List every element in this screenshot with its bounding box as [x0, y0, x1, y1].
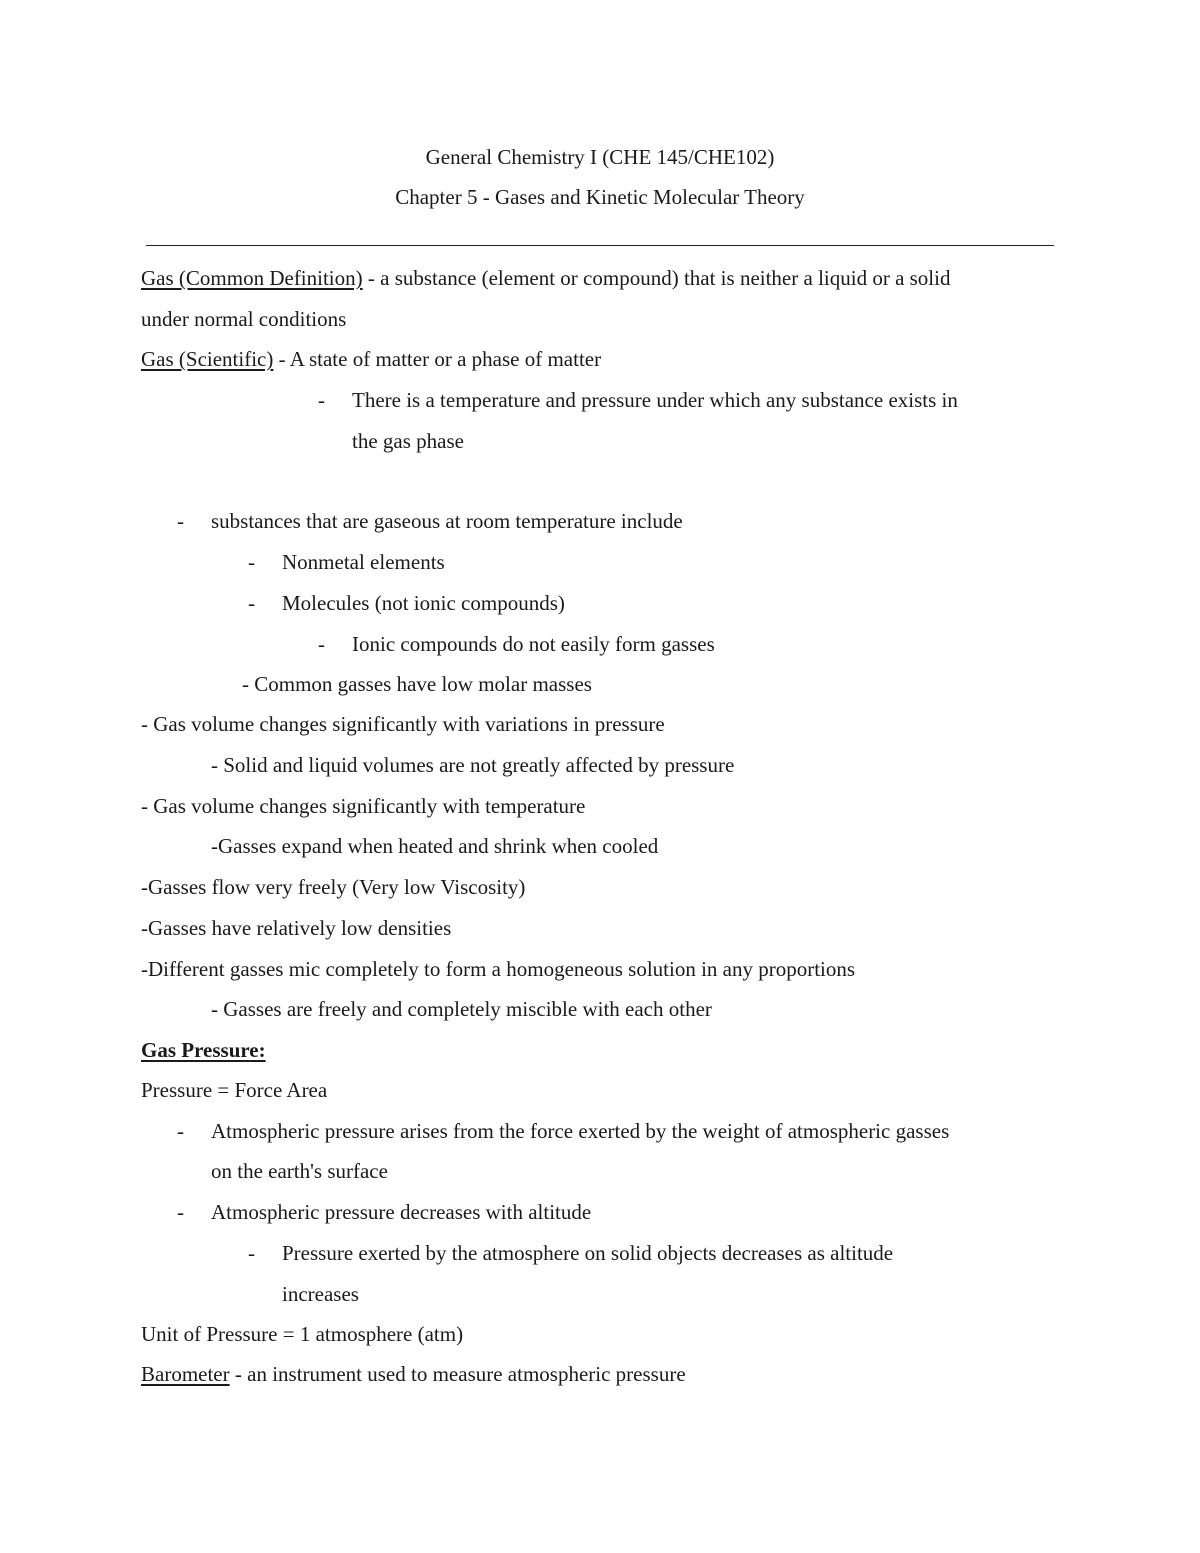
volume-temperature-item: - Gas volume changes significantly with temperature: [141, 794, 586, 818]
substances-intro: substances that are gaseous at room temperature include: [211, 509, 683, 533]
gas-scientific-bullet: There is a temperature and pressure under which any substance exists in: [352, 388, 958, 412]
barometer-definition: [141, 1361, 686, 1387]
gas-scientific-term: Gas (Scientific): [141, 347, 274, 371]
altitude-item: Atmospheric pressure decreases with altitude: [211, 1200, 592, 1224]
bullet-dash: -: [318, 632, 325, 656]
pressure-exerted-item-cont: increases: [282, 1282, 359, 1306]
atmospheric-pressure-item-cont: on the earth's surface: [211, 1159, 388, 1183]
ionic-compounds-item: Ionic compounds do not easily form gasses: [352, 632, 715, 656]
horizontal-rule: [146, 245, 1054, 246]
bullet-dash: -: [248, 550, 255, 574]
barometer-term: Barometer: [141, 1362, 230, 1386]
volume-pressure-item: - Gas volume changes significantly with variations in pressure: [141, 712, 665, 736]
mixing-item: -Different gasses mic completely to form a homogeneous solution in any proportions: [141, 957, 856, 981]
gas-scientific-definition: [141, 346, 601, 372]
bullet-dash: -: [318, 388, 325, 412]
unit-of-pressure: Unit of Pressure = 1 atmosphere (atm): [141, 1322, 464, 1346]
solid-liquid-item: - Solid and liquid volumes are not greatly affected by pressure: [211, 753, 735, 777]
bullet-dash: -: [248, 1241, 255, 1265]
gas-common-term: Gas (Common Definition): [141, 266, 363, 290]
nonmetal-elements: Nonmetal elements: [282, 550, 445, 574]
miscible-item: - Gasses are freely and completely miscible with each other: [211, 997, 712, 1021]
gas-pressure-heading: Gas Pressure:: [141, 1038, 266, 1062]
gas-common-def: - a substance (element or compound) that is neither a liquid or a solid: [362, 266, 951, 290]
density-item: -Gasses have relatively low densities: [141, 916, 452, 940]
gas-common-def-cont: under normal conditions: [141, 307, 347, 331]
gas-scientific-bullet-cont: the gas phase: [352, 429, 464, 453]
chapter-title: Chapter 5 - Gases and Kinetic Molecular Theory: [395, 185, 805, 209]
pressure-exerted-item: Pressure exerted by the atmosphere on solid objects decreases as altitude: [282, 1241, 894, 1265]
bullet-dash: -: [177, 1119, 184, 1143]
expand-shrink-item: -Gasses expand when heated and shrink when cooled: [211, 834, 659, 858]
molecules-item: Molecules (not ionic compounds): [282, 591, 565, 615]
gas-common-definition: [141, 265, 950, 291]
bullet-dash: -: [177, 1200, 184, 1224]
barometer-def: - an instrument used to measure atmospheric pressure: [229, 1362, 686, 1386]
bullet-dash: -: [177, 509, 184, 533]
gas-scientific-def: - A state of matter or a phase of matter: [273, 347, 602, 371]
molar-masses-item: - Common gasses have low molar masses: [242, 672, 592, 696]
bullet-dash: -: [248, 591, 255, 615]
viscosity-item: -Gasses flow very freely (Very low Viscosity): [141, 875, 526, 899]
pressure-formula: Pressure = Force Area: [141, 1078, 328, 1102]
atmospheric-pressure-item: Atmospheric pressure arises from the force exerted by the weight of atmospheric gasses: [211, 1119, 950, 1143]
course-title: General Chemistry I (CHE 145/CHE102): [425, 145, 775, 169]
